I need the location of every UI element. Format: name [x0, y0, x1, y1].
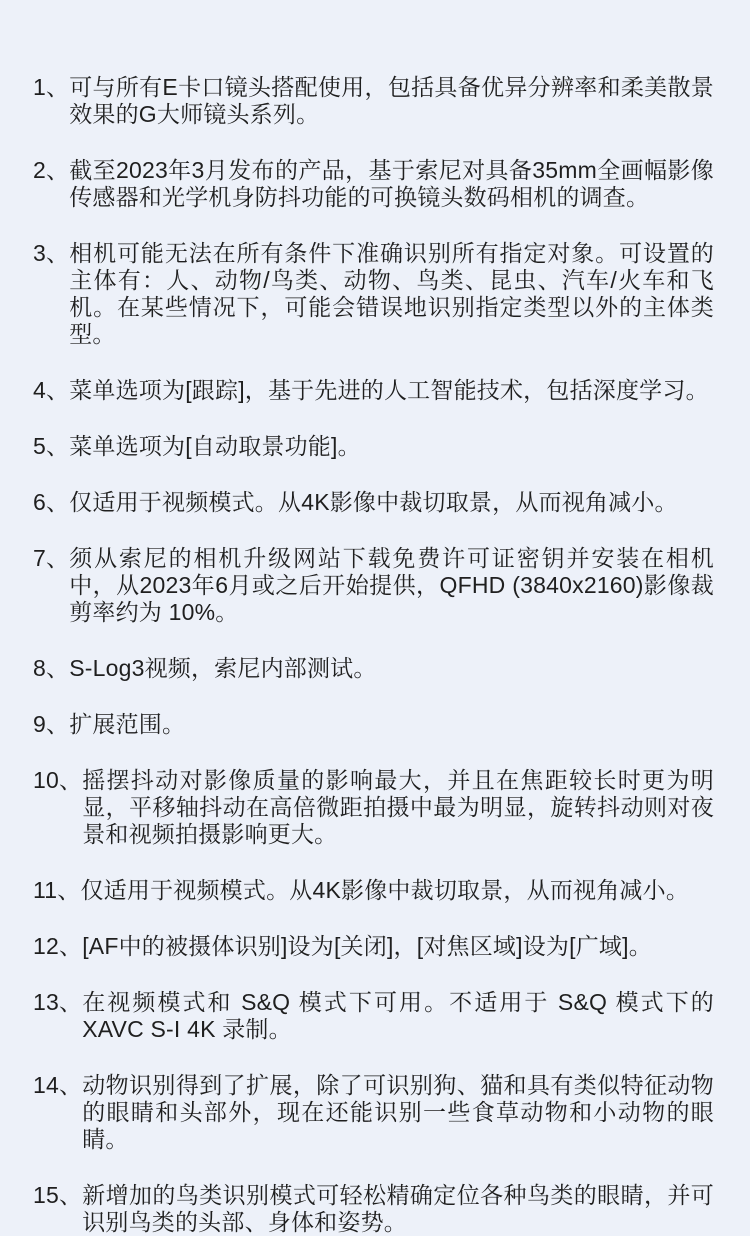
footnote-number: 2、 [33, 157, 70, 183]
footnote-number: 15、 [33, 1182, 83, 1208]
footnote-number: 6、 [33, 489, 70, 515]
footnote-item-11 [33, 877, 714, 904]
footnote-number: 4、 [33, 377, 70, 403]
footnote-item-15 [33, 1182, 714, 1236]
footnote-number: 7、 [33, 545, 70, 571]
footnote-item-4 [33, 377, 714, 404]
footnote-text: 菜单选项为[自动取景功能]。 [69, 433, 361, 459]
footnote-text: 相机可能无法在所有条件下准确识别所有指定对象。可设置的主体有：人、动物/鸟类、动物、鸟类、昆虫、汽车/火车和飞机。在某些情况下，可能会错误地识别指定类型以外的主体类型。 [69, 240, 714, 347]
footnote-text: 仅适用于视频模式。从4K影像中裁切取景，从而视角减小。 [69, 489, 678, 515]
footnote-text: 新增加的鸟类识别模式可轻松精确定位各种鸟类的眼睛，并可识别鸟类的头部、身体和姿势。 [82, 1182, 714, 1235]
footnote-number: 12、 [33, 933, 83, 959]
footnote-text: 摇摆抖动对影像质量的影响最大，并且在焦距较长时更为明显，平移轴抖动在高倍微距拍摄中最为明显，旋转抖动则对夜景和视频拍摄影响更大。 [82, 767, 714, 847]
footnote-item-2 [33, 157, 714, 211]
footnote-text: 须从索尼的相机升级网站下载免费许可证密钥并安装在相机中，从2023年6月或之后开始提供，QFHD (3840x2160)影像裁剪率约为 10%。 [69, 545, 714, 625]
footnote-item-3 [33, 240, 714, 348]
footnote-number: 11、 [33, 877, 81, 903]
footnote-text: 菜单选项为[跟踪]，基于先进的人工智能技术，包括深度学习。 [69, 377, 709, 403]
footnote-item-1 [33, 74, 714, 128]
footnote-item-14 [33, 1072, 714, 1153]
footnote-item-5 [33, 433, 714, 460]
footnote-item-12 [33, 933, 714, 960]
footnote-text: 扩展范围。 [69, 711, 186, 737]
footnote-item-8 [33, 655, 714, 682]
footnote-number: 3、 [33, 240, 70, 266]
footnote-text: 在视频模式和 S&Q 模式下可用。不适用于 S&Q 模式下的 XAVC S-I 4K 录制。 [82, 989, 714, 1042]
footnote-item-6 [33, 489, 714, 516]
footnote-number: 10、 [33, 767, 83, 793]
footnote-number: 13、 [33, 989, 83, 1015]
footnote-number: 14、 [33, 1072, 83, 1098]
footnote-number: 5、 [33, 433, 70, 459]
footnote-text: S-Log3视频，索尼内部测试。 [69, 655, 377, 681]
footnote-text: 仅适用于视频模式。从4K影像中裁切取景，从而视角减小。 [80, 877, 690, 903]
footnote-text: 可与所有E卡口镜头搭配使用，包括具备优异分辨率和柔美散景效果的G大师镜头系列。 [69, 74, 714, 127]
footnote-item-9 [33, 711, 714, 738]
footnote-text: [AF中的被摄体识别]设为[关闭]，[对焦区域]设为[广域]。 [82, 933, 652, 959]
footnote-item-13 [33, 989, 714, 1043]
footnote-number: 9、 [33, 711, 70, 737]
footnote-item-7 [33, 545, 714, 626]
footnote-item-10 [33, 767, 714, 848]
footnote-number: 1、 [33, 74, 70, 100]
footnote-text: 动物识别得到了扩展，除了可识别狗、猫和具有类似特征动物的眼睛和头部外，现在还能识别一些食草动物和小动物的眼睛。 [82, 1072, 714, 1152]
footnote-number: 8、 [33, 655, 70, 681]
footnote-text: 截至2023年3月发布的产品，基于索尼对具备35mm全画幅影像传感器和光学机身防抖功能的可换镜头数码相机的调查。 [69, 157, 714, 210]
